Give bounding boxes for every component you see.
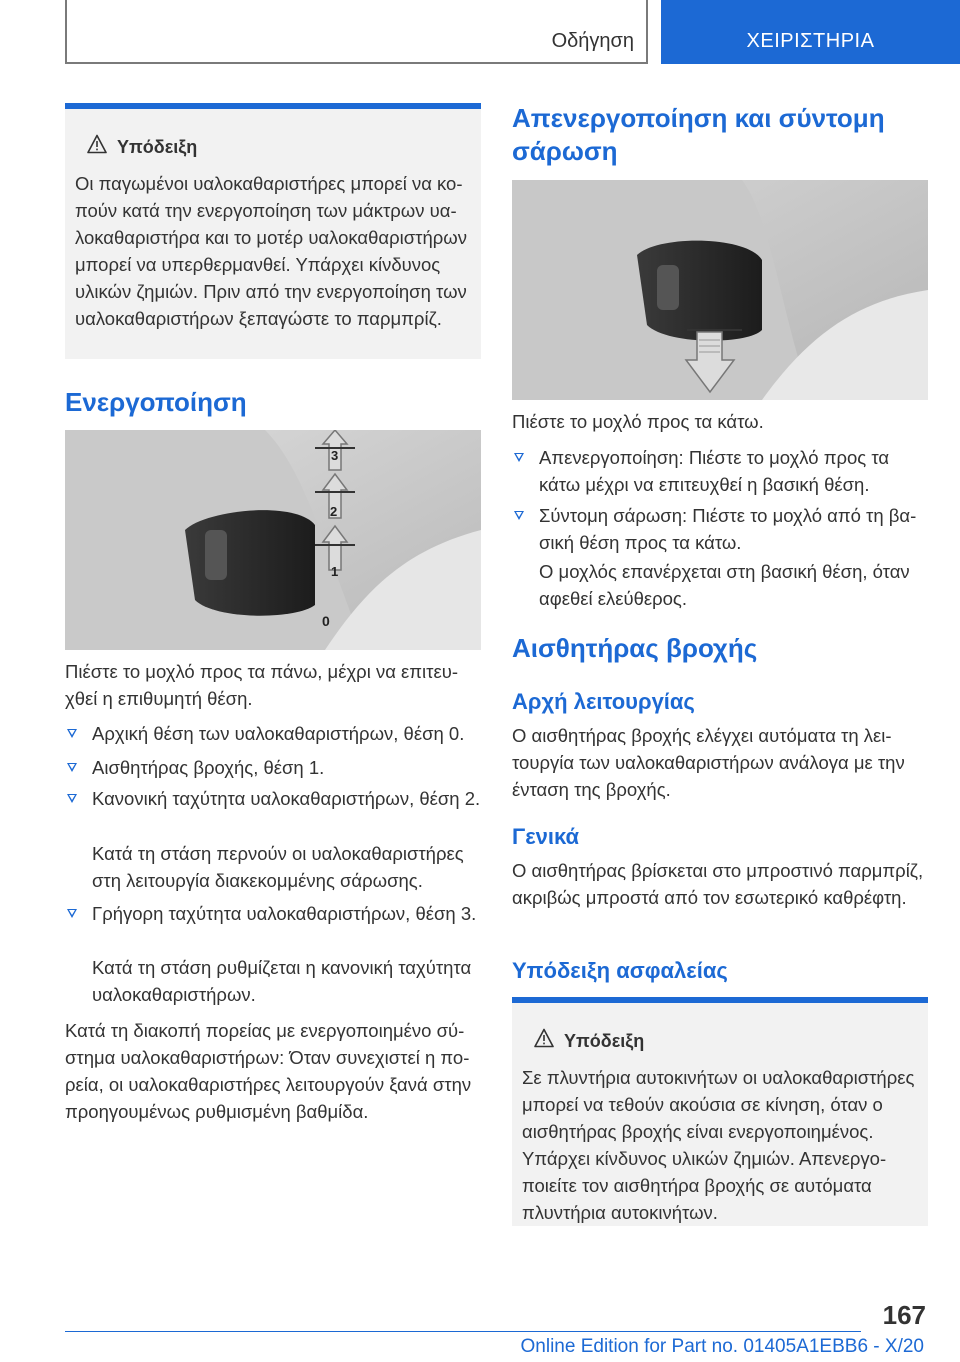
chapter-tab <box>661 0 960 64</box>
list-item: Σύντομη σάρωση: Πιέστε το μοχλό από τη βασική θέση προς τα κάτω. <box>512 502 928 556</box>
heading-safety: Υπόδειξη ασφαλείας <box>512 958 728 983</box>
item-note: Ο μοχλός επανέρχεται στη βασική θέση, όταν αφεθεί ελεύθερος. <box>539 561 910 609</box>
heading-rain-sensor: Αισθητήρας βροχής <box>512 633 758 663</box>
figure-lever-down <box>512 180 928 400</box>
section-tab <box>65 0 648 64</box>
list-item: Αισθητήρας βροχής, θέση 1. <box>65 754 481 781</box>
lever-down-illustration <box>512 180 928 400</box>
hint-text: Σε πλυντήρια αυτοκινήτων οι υαλοκαθαριστήρες μπορεί να τεθούν ακούσια σε κίνηση, όταν ο αισθητήρας βροχής είναι ενεργοποιημένος. Υπάρχει κίνδυνος υλικών ζημιών. Απενεργοποιείτε τον αισθητήρα βροχής σε αυτόματα πλυντήρια αυτοκινήτων. <box>522 1067 915 1223</box>
heading-principle: Αρχή λειτουργίας <box>512 689 695 714</box>
section-tab-label: Οδήγηση <box>551 30 634 52</box>
hint-title: Υπόδειξη <box>117 137 471 158</box>
list-item: Γρήγορη ταχύτητα υαλοκαθαριστήρων, θέση 3. <box>65 900 481 927</box>
position-label-0: 0 <box>322 613 330 629</box>
left-hint-box <box>65 103 481 359</box>
heading-deactivation: Απενεργοποίηση και σύντομη σάρωση <box>512 103 885 166</box>
chapter-tab-label: ΧΕΙΡΙΣΤΗΡΙΑ <box>746 30 875 52</box>
warning-icon <box>534 1028 554 1048</box>
warning-icon <box>87 134 107 154</box>
principle-text: Ο αισθητήρας βροχής ελέγχει αυτόματα τη λειτουργία των υαλοκαθαριστήρων ανάλογα με την ένταση της βροχής. <box>512 725 905 800</box>
bullet-icon <box>514 453 524 462</box>
list-item: Κανονική ταχύτητα υαλοκαθαριστήρων, θέση 2. <box>65 785 481 812</box>
deactivation-intro: Πιέστε το μοχλό προς τα κάτω. <box>512 411 764 432</box>
hint-text: Οι παγωμένοι υαλοκαθαριστήρες μπορεί να κοπούν κατά την ενεργοποίηση των μάκτρων υαλοκαθαριστήρα και το μοτέρ υαλοκαθαριστήρων μπορεί να υπερθερμανθεί. Υπάρχει κίνδυνος υλικών ζημιών. Πριν από την ενεργοποίηση των υαλοκαθαριστήρων ξεπαγώστε το παρμπρίζ. <box>75 173 467 329</box>
bullet-icon <box>514 511 524 520</box>
bullet-icon <box>67 729 77 738</box>
bullet-icon <box>67 909 77 918</box>
hint-title: Υπόδειξη <box>564 1031 918 1052</box>
item-note: Κατά τη στάση περνούν οι υαλοκαθαριστήρες στη λειτουργία διακεκομμένης σάρωσης. <box>92 843 464 891</box>
page-number: 167 <box>882 1300 926 1330</box>
position-label-2: 2 <box>330 504 338 519</box>
item-note: Κατά τη στάση ρυθμίζεται η κανονική ταχύτητα υαλοκαθαριστήρων. <box>92 957 472 1005</box>
lever-up-illustration <box>65 430 481 650</box>
right-hint-box <box>512 997 928 1226</box>
activation-intro: Πιέστε το μοχλό προς τα πάνω, μέχρι να επιτευχθεί η επιθυμητή θέση. <box>65 661 458 709</box>
list-item: Αρχική θέση των υαλοκαθαριστήρων, θέση 0. <box>65 720 481 747</box>
closing-paragraph: Κατά τη διακοπή πορείας με ενεργοποιημένο σύστημα υαλοκαθαριστήρων: Όταν συνεχιστεί η πορεία, οι υαλοκαθαριστήρες λειτουργούν ξανά στην προηγουμένως ρυθμισμένη βαθμίδα. <box>65 1020 472 1122</box>
position-label-3: 3 <box>331 448 339 463</box>
footer-divider <box>65 1331 861 1332</box>
heading-activation: Ενεργοποίηση <box>65 387 247 417</box>
position-label-1: 1 <box>331 564 339 579</box>
bullet-icon <box>67 763 77 772</box>
bullet-icon <box>67 794 77 803</box>
general-text: Ο αισθητήρας βρίσκεται στο μπροστινό παρμπρίζ, ακριβώς μπροστά από τον εσωτερικό καθρέφτη. <box>512 860 924 908</box>
heading-general: Γενικά <box>512 824 580 849</box>
footer-edition: Online Edition for Part no. 01405A1EBB6 - X/20 <box>520 1336 924 1357</box>
figure-lever-up <box>65 430 481 650</box>
list-item: Απενεργοποίηση: Πιέστε το μοχλό προς τα κάτω μέχρι να επιτευχθεί η βασική θέση. <box>512 444 928 498</box>
